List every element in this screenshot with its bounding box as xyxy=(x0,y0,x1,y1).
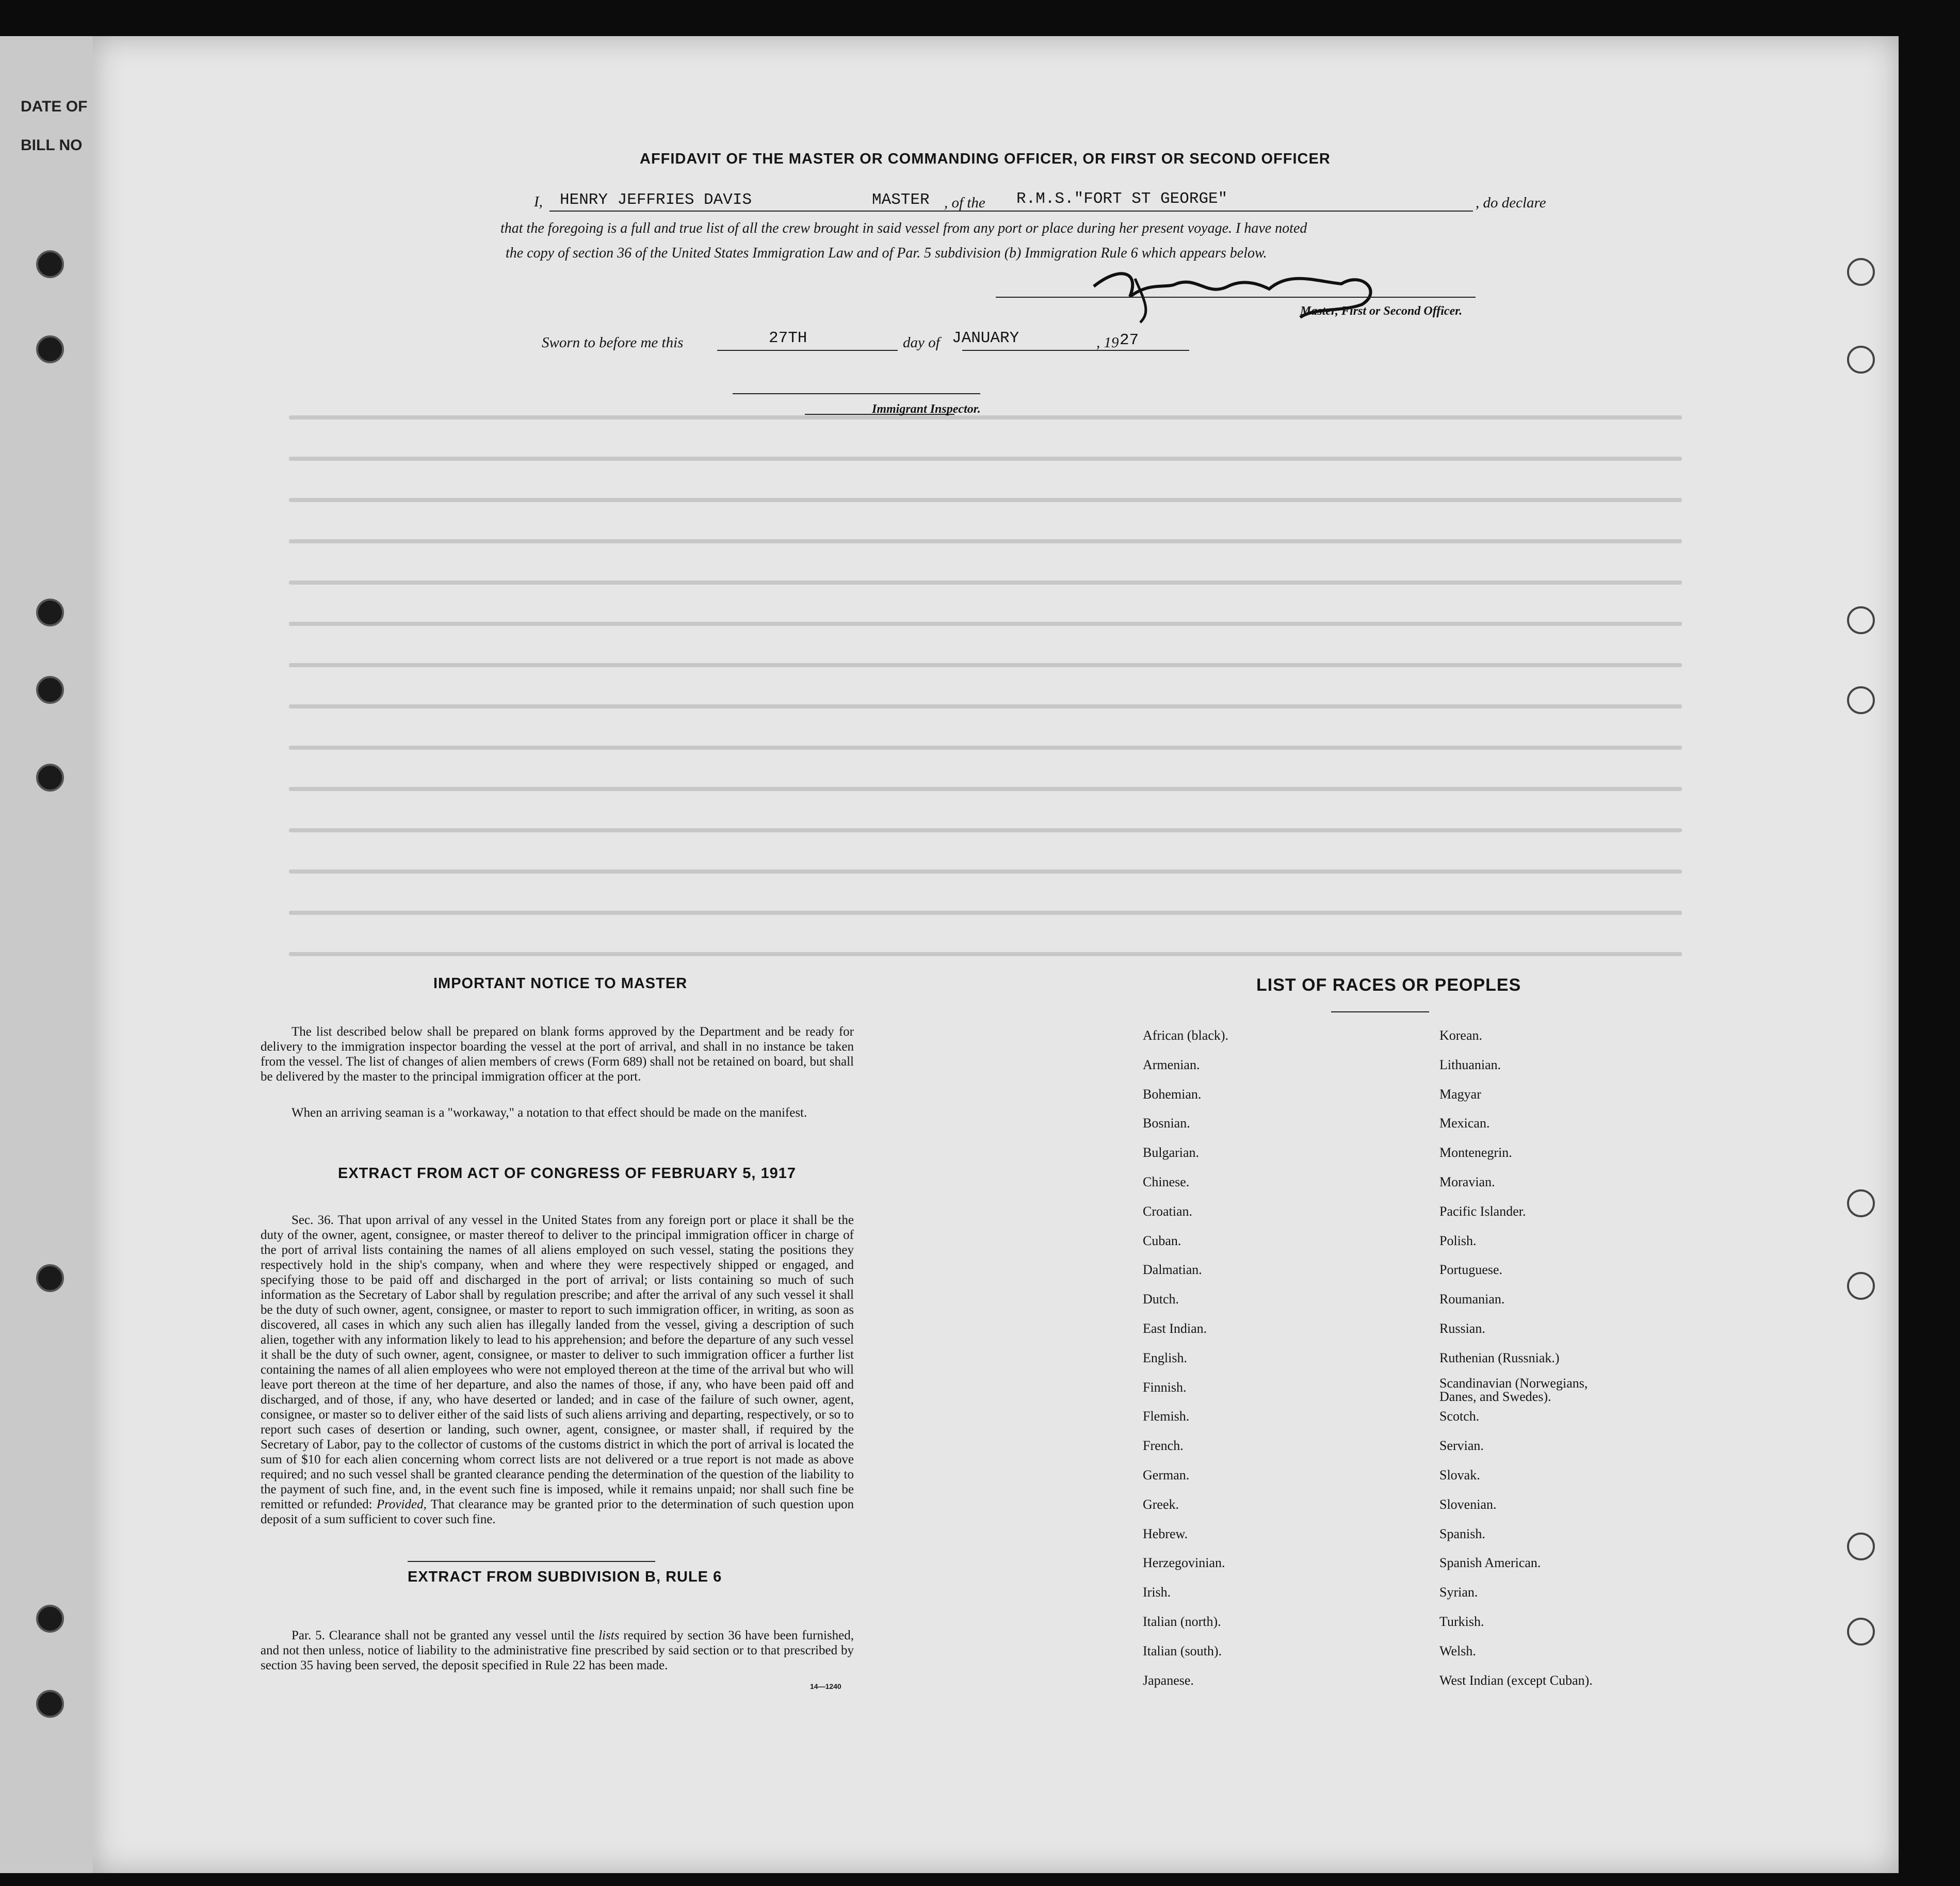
punch-hole xyxy=(36,676,64,704)
act-provided-label: Provided, xyxy=(376,1497,427,1511)
notice-title: IMPORTANT NOTICE TO MASTER xyxy=(433,975,688,992)
declarant-prefix: I, xyxy=(534,194,543,210)
race-item: Cuban. xyxy=(1143,1233,1181,1248)
bleed-through-row xyxy=(289,746,1682,750)
notice-paragraph-1: The list described below shall be prepared on blank forms approved by the Department and be ready for delivery to the immigration inspector boarding the vessel at the port of arrival, and shall in no instance be taken from the vessel. The list of changes of alien members of crews (Form 689) shall not be retained on board, but shall be delivered by the master to the principal immigration officer at the port. xyxy=(261,1025,854,1084)
punch-hole xyxy=(1847,258,1875,286)
race-item: Italian (south). xyxy=(1143,1643,1222,1658)
vessel-name: R.M.S."FORT ST GEORGE" xyxy=(1016,190,1228,208)
divider-line xyxy=(408,1561,655,1562)
punch-hole xyxy=(1847,686,1875,714)
race-item: Magyar xyxy=(1439,1086,1481,1102)
punch-hole xyxy=(36,1605,64,1633)
bleed-through-row xyxy=(289,539,1682,543)
race-item: French. xyxy=(1143,1438,1184,1454)
punch-hole xyxy=(36,1690,64,1718)
race-item: Ruthenian (Russniak.) xyxy=(1439,1350,1560,1365)
of-the-label: , of the xyxy=(944,195,985,211)
race-item: Portuguese. xyxy=(1439,1262,1503,1278)
rule-text-b: required by section 36 have been furnished, and not then unless, notice of liability to the administrative fine prescribed by said section or to that prescribed by section 35 having been served, the deposit specified in Rule 22 has been made. xyxy=(261,1629,854,1672)
sworn-month: JANUARY xyxy=(952,329,1019,347)
rule-extract-title: EXTRACT FROM SUBDIVISION B, RULE 6 xyxy=(408,1569,722,1585)
punch-hole xyxy=(1847,1272,1875,1300)
underlying-page-strip xyxy=(0,36,93,1873)
race-item: Dalmatian. xyxy=(1143,1262,1202,1278)
race-item: African (black). xyxy=(1143,1028,1229,1043)
affidavit-line-2: that the foregoing is a full and true list of all the crew brought in said vessel from any port or place during her present voyage. I have noted xyxy=(500,220,1307,236)
race-item: English. xyxy=(1143,1350,1187,1365)
punch-hole xyxy=(1847,346,1875,374)
bleed-through-row xyxy=(289,828,1682,832)
race-item: Turkish. xyxy=(1439,1614,1484,1629)
bleed-through-row xyxy=(289,415,1682,420)
race-item: Montenegrin. xyxy=(1439,1145,1512,1160)
bleed-through-row xyxy=(289,663,1682,667)
inspector-caption: Immigrant Inspector. xyxy=(872,402,981,416)
margin-fragment-bill: BILL NO xyxy=(21,137,83,154)
race-item: Korean. xyxy=(1439,1028,1483,1043)
act-section-body: That upon arrival of any vessel in the United States from any foreign port or place it shall be the duty of the owner, agent, consignee, or master thereof to deliver to the principal immigration officer in charge of the port of arrival lists containing the names of all aliens employed on such vessel, stating the positions they respectively hold in the ship's company, when and where they were respectively shipped or engaged, and specifying those to be paid off and discharged in the port of arrival; or lists containing so much of such information as the Secretary of Labor shall by regulation prescribe; and after the arrival of any such vessel it shall be the duty of such owner, agent, consignee, or master to report to such immigration officer, in writing, as soon as discovered, all cases in which any such alien has illegally landed from the vessel, giving a description of such alien, together with any information likely to lead to his apprehension; and before the departure of any such vessel it shall be the duty of such owner, agent, consignee, or master to deliver to such immigration officer a further list containing the names of all alien employees who were not employed thereon at the time of the arrival but who will leave port thereon at the time of her departure, and also the names of those, if any, who have been paid off and discharged, and of those, if any, who have deserted or landed; and in case of the failure of such owner, agent, consignee, or master so to deliver either of the said lists of such aliens arriving and departing, respectively, or so to report such cases of desertion or landing, such owner, agent, consignee, or master shall, if required by the Secretary of Labor, pay to the collector of customs of the customs district in which the port of arrival is located the sum of $10 for each alien concerning whom correct lists are not delivered or a true report is not made as above required; and no such vessel shall be granted clearance pending the determination of the question of the liability to the payment of such fine, and, in the event such fine is imposed, while it remains unpaid; nor shall such fine be remitted or refunded: xyxy=(261,1213,854,1511)
bleed-through-row xyxy=(289,869,1682,874)
signature-caption: Master, First or Second Officer. xyxy=(1300,304,1463,318)
margin-fragment-date: DATE OF xyxy=(21,98,88,115)
act-provided-text: That clearance may be granted prior to the determination of such question upon deposit of a sum sufficient to cover such fine. xyxy=(261,1497,854,1526)
sworn-prefix: Sworn to before me this xyxy=(542,334,684,351)
race-item: Mexican. xyxy=(1439,1116,1490,1131)
race-item: Hebrew. xyxy=(1143,1526,1188,1541)
race-item: Greek. xyxy=(1143,1496,1179,1512)
act-extract-title: EXTRACT FROM ACT OF CONGRESS OF FEBRUARY 5, 1917 xyxy=(338,1165,797,1182)
bleed-through-row xyxy=(289,952,1682,956)
sworn-month-line xyxy=(962,350,1189,351)
race-item: Slovak. xyxy=(1439,1468,1480,1482)
race-item: Bohemian. xyxy=(1143,1086,1202,1102)
punch-hole xyxy=(36,1264,64,1292)
bleed-through-row xyxy=(289,787,1682,791)
declarant-name: HENRY JEFFRIES DAVIS xyxy=(560,191,752,209)
bleed-through-row xyxy=(289,622,1682,626)
race-item: Pacific Islander. xyxy=(1439,1203,1526,1219)
bleed-through-row xyxy=(289,911,1682,915)
bleed-through-row xyxy=(289,498,1682,502)
punch-hole xyxy=(1847,606,1875,634)
punch-hole xyxy=(36,250,64,278)
race-item: Russian. xyxy=(1439,1321,1485,1336)
race-item: Moravian. xyxy=(1439,1174,1495,1189)
races-title: LIST OF RACES OR PEOPLES xyxy=(1256,975,1521,995)
affidavit-line-3: the copy of section 36 of the United States Immigration Law and of Par. 5 subdivision (b) Immigration Rule 6 which appears below. xyxy=(506,245,1267,261)
race-item: East Indian. xyxy=(1143,1321,1207,1336)
race-item: Roumanian. xyxy=(1439,1292,1505,1307)
punch-hole xyxy=(36,335,64,363)
year-prefix: , 19 xyxy=(1096,334,1119,351)
race-item: Chinese. xyxy=(1143,1174,1190,1189)
race-item: Servian. xyxy=(1439,1438,1484,1454)
punch-hole xyxy=(1847,1618,1875,1646)
punch-hole xyxy=(1847,1189,1875,1217)
race-item: Scandinavian (Norwegians, Danes, and Swedes). xyxy=(1439,1375,1588,1404)
race-item: West Indian (except Cuban). xyxy=(1439,1672,1593,1688)
races-underline xyxy=(1331,1011,1429,1012)
race-item: Polish. xyxy=(1439,1233,1477,1248)
notice-paragraph-2: When an arriving seaman is a "workaway," a notation to that effect should be made on the manifest. xyxy=(291,1106,807,1120)
rule-text-lists: lists xyxy=(598,1629,620,1642)
race-item: Spanish American. xyxy=(1439,1555,1541,1571)
manifest-back-page xyxy=(93,36,1899,1873)
race-item: Finnish. xyxy=(1143,1379,1187,1395)
sworn-day-line xyxy=(717,350,898,351)
inspector-line xyxy=(733,393,980,394)
race-item: Irish. xyxy=(1143,1585,1171,1600)
race-item: Lithuanian. xyxy=(1439,1057,1501,1072)
vessel-line xyxy=(1009,211,1473,212)
race-item: Armenian. xyxy=(1143,1057,1200,1072)
affidavit-title: AFFIDAVIT OF THE MASTER OR COMMANDING OFFICER, OR FIRST OR SECOND OFFICER xyxy=(640,151,1331,167)
race-item: Spanish. xyxy=(1439,1526,1485,1541)
race-item: Herzegovinian. xyxy=(1143,1555,1225,1571)
bleed-through-row xyxy=(289,704,1682,708)
signature-line xyxy=(996,297,1476,298)
year-suffix: 27 xyxy=(1120,331,1139,349)
bleed-through-row xyxy=(289,457,1682,461)
bleed-through-row xyxy=(289,581,1682,585)
sworn-day: 27TH xyxy=(769,329,807,347)
rule-extract-text xyxy=(261,1628,854,1673)
punch-hole xyxy=(36,599,64,626)
race-item: Bosnian. xyxy=(1143,1116,1190,1131)
day-of-label: day of xyxy=(903,334,940,351)
race-item: Scotch. xyxy=(1439,1409,1480,1424)
punch-hole xyxy=(36,764,64,792)
race-item: Flemish. xyxy=(1143,1409,1190,1424)
race-item: Italian (north). xyxy=(1143,1614,1221,1629)
act-section-label: Sec. 36. xyxy=(291,1213,334,1227)
race-item: Bulgarian. xyxy=(1143,1145,1200,1160)
punch-hole xyxy=(1847,1533,1875,1560)
race-item: Syrian. xyxy=(1439,1585,1478,1600)
act-extract-text xyxy=(261,1213,854,1527)
do-declare-label: , do declare xyxy=(1476,195,1546,211)
race-item: German. xyxy=(1143,1468,1190,1482)
race-item: Japanese. xyxy=(1143,1672,1194,1688)
form-number: 14—1240 xyxy=(810,1682,841,1690)
rule-text-a: Par. 5. Clearance shall not be granted any vessel until the xyxy=(291,1629,595,1642)
race-item: Slovenian. xyxy=(1439,1496,1497,1512)
race-item: Welsh. xyxy=(1439,1643,1476,1658)
declarant-rank: MASTER xyxy=(872,191,930,209)
race-item: Croatian. xyxy=(1143,1203,1193,1219)
race-item: Dutch. xyxy=(1143,1292,1179,1307)
